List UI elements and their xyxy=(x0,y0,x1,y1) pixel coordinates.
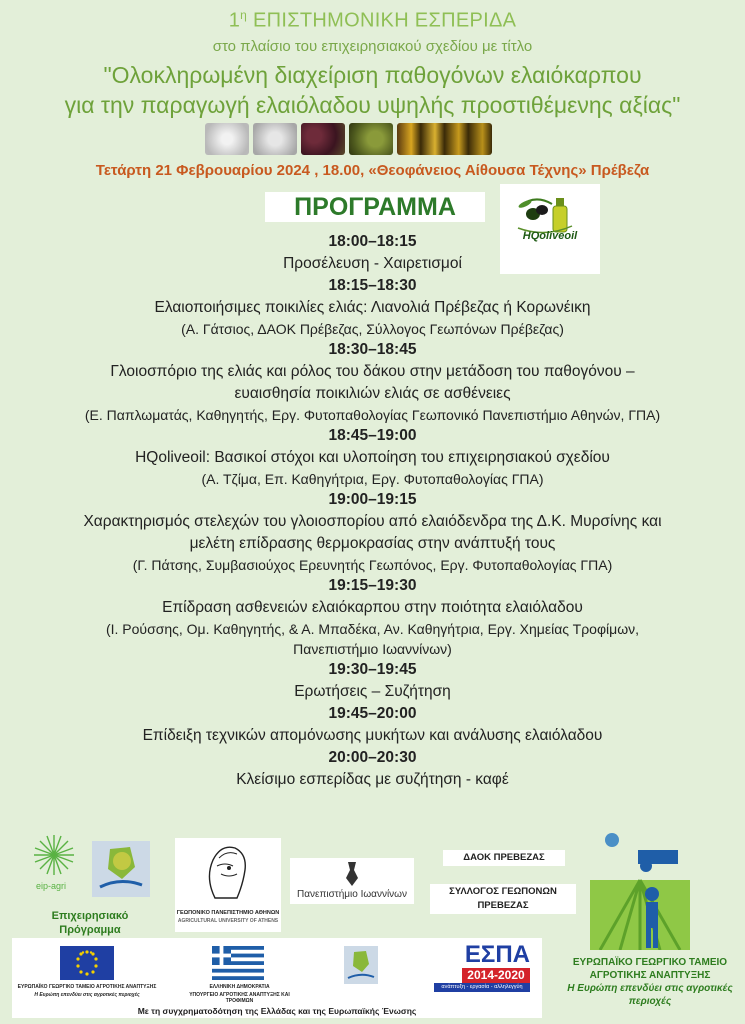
schedule-topic: HQoliveoil: Βασικοί στόχοι και υλοποίηση του επιχειρησιακού σχεδίου xyxy=(135,449,610,466)
syllogos-label-2: ΠΡΕΒΕΖΑΣ xyxy=(477,900,529,911)
syllogos-label-1: ΣΥΛΛΟΓΟΣ ΓΕΩΠΟΝΩΝ xyxy=(449,886,557,897)
op-epirus-caption-line-1: Επιχειρησιακό Πρόγραμμα xyxy=(51,910,129,936)
epirus-program-icon xyxy=(90,839,152,899)
eip-agri-label: eip-agri xyxy=(36,881,67,891)
eafrd-logo xyxy=(590,820,690,950)
eip-agri-burst-icon xyxy=(30,833,90,885)
uoi-logo xyxy=(290,858,414,904)
daok-label: ΔΑΟΚ ΠΡΕΒΕΖΑΣ xyxy=(463,852,545,863)
project-title xyxy=(0,60,745,120)
espa-logo xyxy=(434,942,530,1002)
eu-label-1: ΕΥΡΩΠΑΪΚΟ ΓΕΩΡΓΙΚΟ ΤΑΜΕΙΟ ΑΓΡΟΤΙΚΗΣ ΑΝΑΠΤΥΞΗΣ xyxy=(17,984,157,990)
greek-republic-label: ΕΛΛΗΝΙΚΗ ΔΗΜΟΚΡΑΤΙΑ xyxy=(209,984,270,990)
hqoliveoil-logo-text: HQoliveoil xyxy=(522,230,578,242)
eafrd-caption-line-1: ΕΥΡΩΠΑΪΚΟ ΓΕΩΡΓΙΚΟ ΤΑΜΕΙΟ xyxy=(572,957,728,968)
daok-preveza-logo xyxy=(443,850,565,866)
eafrd-caption xyxy=(560,956,740,1008)
schedule-time: 19:00–19:15 xyxy=(328,491,417,508)
event-title: ΕΠΙΣΤΗΜΟΝΙΚΗ ΕΣΠΕΡΙΔΑ xyxy=(247,9,517,32)
uoi-label: Πανεπιστήμιο Ιωαννίνων xyxy=(297,889,407,900)
schedule-time: 18:45–19:00 xyxy=(328,427,417,444)
program-heading: ΠΡΟΓΡΑΜΜΑ xyxy=(265,192,485,222)
event-number-suffix: η xyxy=(240,8,248,22)
schedule-topic: Επίδειξη τεχνικών απομόνωσης μυκήτων και ανάλυσης ελαιόλαδου xyxy=(142,727,603,744)
eafrd-caption-line-2: ΑΓΡΟΤΙΚΗΣ ΑΝΑΠΤΥΞΗΣ xyxy=(589,970,711,981)
fungus-photo-1 xyxy=(205,123,249,155)
eafrd-caption-line-4: περιοχές xyxy=(628,996,672,1007)
aua-label-english: AGRICULTURAL UNIVERSITY OF ATHENS xyxy=(177,918,279,924)
olive-photo-strip xyxy=(205,123,492,155)
cofunding-note: Με τη συγχρηματοδότηση της Ελλάδας και της Ευρωπαϊκής Ένωσης xyxy=(137,1006,417,1016)
project-title-line-2: για την παραγωγή ελαιόλαδου υψηλής προστιθέμενης αξίας" xyxy=(64,92,681,118)
eafrd-caption-line-3: Η Ευρώπη επενδύει στις αγροτικές xyxy=(567,983,733,994)
aua-bust-icon xyxy=(175,838,281,908)
op-epirus-small-icon xyxy=(344,946,378,984)
schedule-time: 19:45–20:00 xyxy=(328,705,417,722)
schedule-topic: Επίδραση ασθενειών ελαιόκαρπου στην ποιότητα ελαιόλαδου xyxy=(162,599,583,616)
espa-title: ΕΣΠΑ xyxy=(464,941,530,968)
olives-green-photo xyxy=(349,123,393,155)
schedule-time: 18:30–18:45 xyxy=(328,341,417,358)
schedule-time: 20:00–20:30 xyxy=(328,749,417,766)
schedule-speaker: (Γ. Πάτσης, Συμβασιούχος Ερευνητής Γεωπόνος, Εργ. Φυτοπαθολογίας ΓΠΑ) xyxy=(132,557,613,573)
schedule-topic: Γλοιοσπόριο της ελιάς και ρόλος του δάκου στην μετάδοση του παθογόνου – xyxy=(110,363,635,380)
schedule-topic: Ελαιοποιήσιμες ποικιλίες ελιάς: Λιανολιά Πρέβεζας ή Κορωνέικη xyxy=(154,299,591,316)
schedule-speaker: (Ι. Ρούσσης, Ομ. Καθηγητής, & Α. Μπαδέκα, Αν. Καθηγήτρια, Εργ. Χημείας Τροφίμων, xyxy=(105,621,640,637)
schedule-time: 18:00–18:15 xyxy=(328,233,417,250)
schedule-topic: Ερωτήσεις – Συζήτηση xyxy=(294,683,451,700)
espa-years: 2014-2020 xyxy=(462,968,530,983)
olives-dark-photo xyxy=(301,123,345,155)
aua-label-greek: ΓΕΩΠΟΝΙΚΟ ΠΑΝΕΠΙΣΤΗΜΙΟ ΑΘΗΝΩΝ xyxy=(176,910,280,916)
eu-flag-icon xyxy=(60,946,114,980)
schedule-topic: Χαρακτηρισμός στελεχών του γλοιοσπορίου από ελαιόδενδρα της Δ.Κ. Μυρσίνης και xyxy=(83,513,662,530)
greek-flag-icon xyxy=(212,946,264,980)
event-number: 1 xyxy=(228,9,241,32)
fungus-photo-2 xyxy=(253,123,297,155)
eip-agri-logo xyxy=(30,833,154,905)
uoi-emblem-icon xyxy=(342,860,362,888)
event-heading xyxy=(0,8,745,33)
schedule xyxy=(0,231,745,791)
schedule-time: 19:15–19:30 xyxy=(328,577,417,594)
ministry-label: ΥΠΟΥΡΓΕΙΟ ΑΓΡΟΤΙΚΗΣ ΑΝΑΠΤΥΞΗΣ ΚΑΙ ΤΡΟΦΙΜΩΝ xyxy=(189,992,290,1004)
espa-tagline: ανάπτυξη - εργασία - αλληλεγγύη xyxy=(434,983,530,992)
schedule-speaker: (Α. Γάτσιος, ΔΑΟΚ Πρέβεζας, Σύλλογος Γεωπόνων Πρέβεζας) xyxy=(181,321,564,337)
project-title-line-1: "Ολοκληρωμένη διαχείριση παθογόνων ελαιόκαρπου xyxy=(103,62,642,88)
schedule-topic: Προσέλευση - Χαιρετισμοί xyxy=(283,255,462,272)
schedule-topic: ευαισθησία ποικιλιών ελιάς σε ασθένειες xyxy=(234,385,511,402)
eu-label-2: Η Ευρώπη επενδύει στις αγροτικές περιοχές xyxy=(34,992,140,998)
farmer-tractor-icon xyxy=(590,820,690,950)
schedule-speaker: (Α. Τζίμα, Επ. Καθηγήτρια, Εργ. Φυτοπαθολογίας ΓΠΑ) xyxy=(201,471,544,487)
oil-bottles-photo xyxy=(397,123,492,155)
schedule-speaker: Πανεπιστήμιο Ιωαννίνων) xyxy=(293,641,452,657)
date-and-venue: Τετάρτη 21 Φεβρουαρίου 2024 , 18.00, «Θεοφάνειος Αίθουσα Τέχνης» Πρέβεζα xyxy=(95,162,650,179)
schedule-topic: μελέτη επίδρασης θερμοκρασίας στην ανάπτυξή τους xyxy=(189,535,556,552)
syllogos-logo xyxy=(430,884,576,914)
context-line: στο πλαίσιο του επιχειρησιακού σχεδίου με τίτλο xyxy=(212,38,533,55)
schedule-time: 18:15–18:30 xyxy=(328,277,417,294)
schedule-speaker: (Ε. Παπλωματάς, Καθηγητής, Εργ. Φυτοπαθολογίας Γεωπονικό Πανεπιστήμιο Αθηνών, ΓΠΑ) xyxy=(84,407,661,423)
aua-logo xyxy=(175,838,281,932)
schedule-topic: Κλείσιμο εσπερίδας με συζήτηση - καφέ xyxy=(236,771,509,788)
schedule-time: 19:30–19:45 xyxy=(328,661,417,678)
